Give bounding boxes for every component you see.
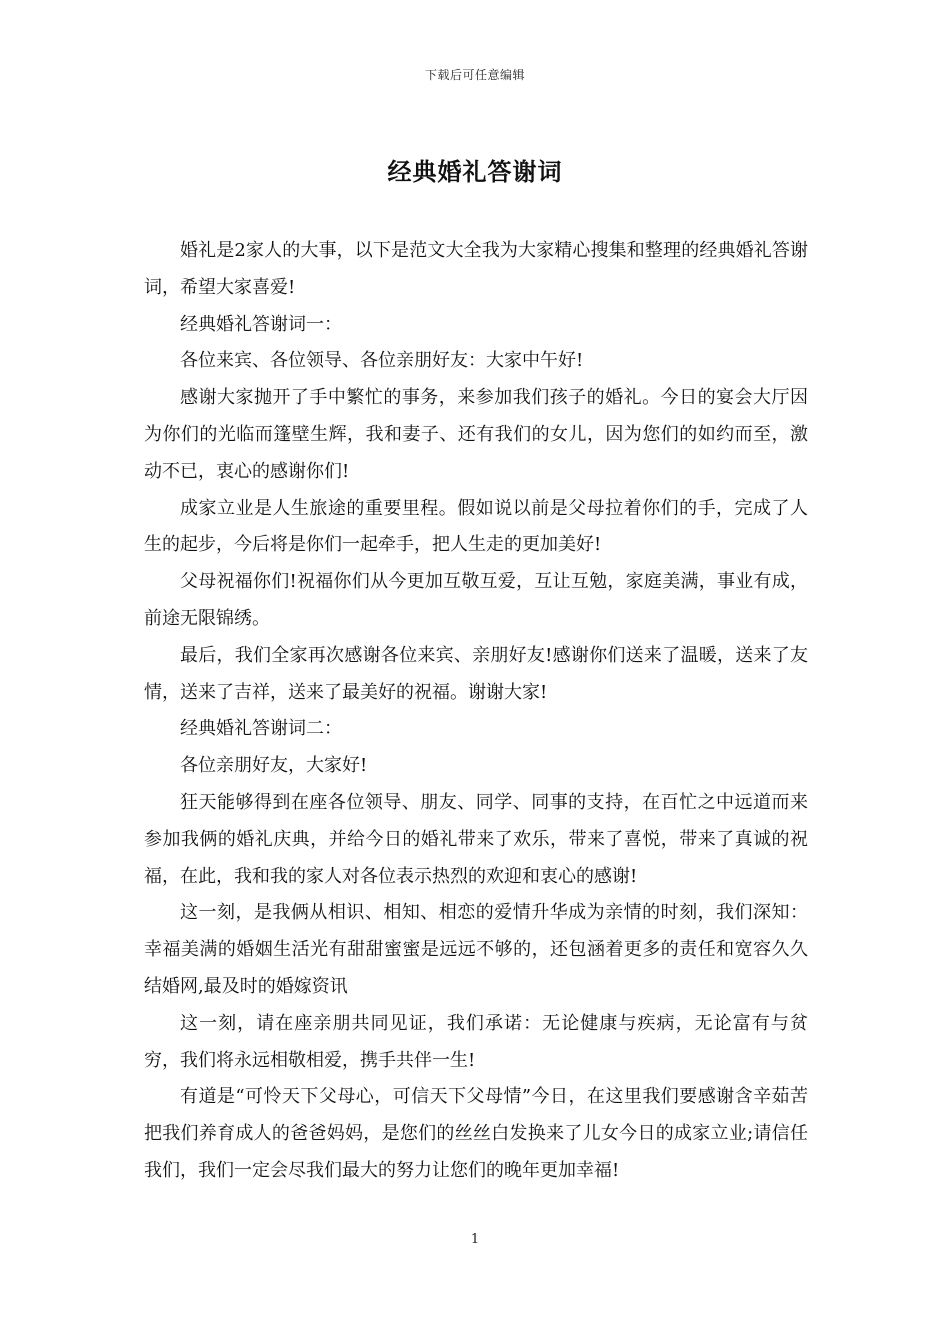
paragraph: 狂天能够得到在座各位领导、朋友、同学、同事的支持，在百忙之中远道而来参加我俩的婚礼庆典，并给今日的婚礼带来了欢乐，带来了喜悦，带来了真诚的祝福，在此，我和我的家人对各位表示热烈的欢迎和衷心的感谢! xyxy=(144,791,808,887)
section-heading-two: 经典婚礼答谢词二： xyxy=(180,718,342,740)
paragraph: 父母祝福你们!祝福你们从今更加互敬互爱，互让互勉，家庭美满，事业有成，前途无限锦绣。 xyxy=(144,571,808,629)
paragraph: 成家立业是人生旅途的重要里程。假如说以前是父母拉着你们的手，完成了人生的起步，今后将是你们一起牵手，把人生走的更加美好! xyxy=(144,497,808,556)
paragraph: 感谢大家抛开了手中繁忙的事务，来参加我们孩子的婚礼。今日的宴会大厅因为你们的光临而篷壁生辉，我和妻子、还有我们的女儿，因为您们的如约而至，激动不已，衷心的感谢你们! xyxy=(144,387,808,482)
page-number: 1 xyxy=(470,1232,480,1247)
paragraph-intro: 婚礼是2家人的大事，以下是范文大全我为大家精心搜集和整理的经典婚礼答谢词，希望大家喜爱! xyxy=(144,240,808,298)
document-title: 经典婚礼答谢词 xyxy=(387,157,563,186)
section-heading-one: 经典婚礼答谢词一： xyxy=(180,313,342,335)
page-header-note: 下载后可任意编辑 xyxy=(424,68,525,82)
paragraph: 有道是“可怜天下父母心，可信天下父母情”今日，在这里我们要感谢含辛茹苦把我们养育成人的爸爸妈妈，是您们的丝丝白发换来了儿女今日的成家立业;请信任我们，我们一定会尽我们最大的努力让您们的晚年更加幸福! xyxy=(144,1086,808,1181)
paragraph: 这一刻，请在座亲朋共同见证，我们承诺：无论健康与疾病，无论富有与贫穷，我们将永远相敬相爱，携手共伴一生! xyxy=(144,1012,808,1071)
paragraph: 各位来宾、各位领导、各位亲朋好友：大家中午好! xyxy=(180,350,584,372)
document-body xyxy=(144,233,808,1190)
paragraph: 最后，我们全家再次感谢各位来宾、亲朋好友!感谢你们送来了温暖，送来了友情，送来了吉祥，送来了最美好的祝福。谢谢大家! xyxy=(144,644,808,703)
paragraph: 各位亲朋好友，大家好! xyxy=(180,755,368,777)
paragraph: 这一刻，是我俩从相识、相知、相恋的爱情升华成为亲情的时刻，我们深知：幸福美满的婚姻生活光有甜甜蜜蜜是远远不够的，还包涵着更多的责任和宽容久久结婚网,最及时的婚嫁资讯 xyxy=(144,902,808,997)
